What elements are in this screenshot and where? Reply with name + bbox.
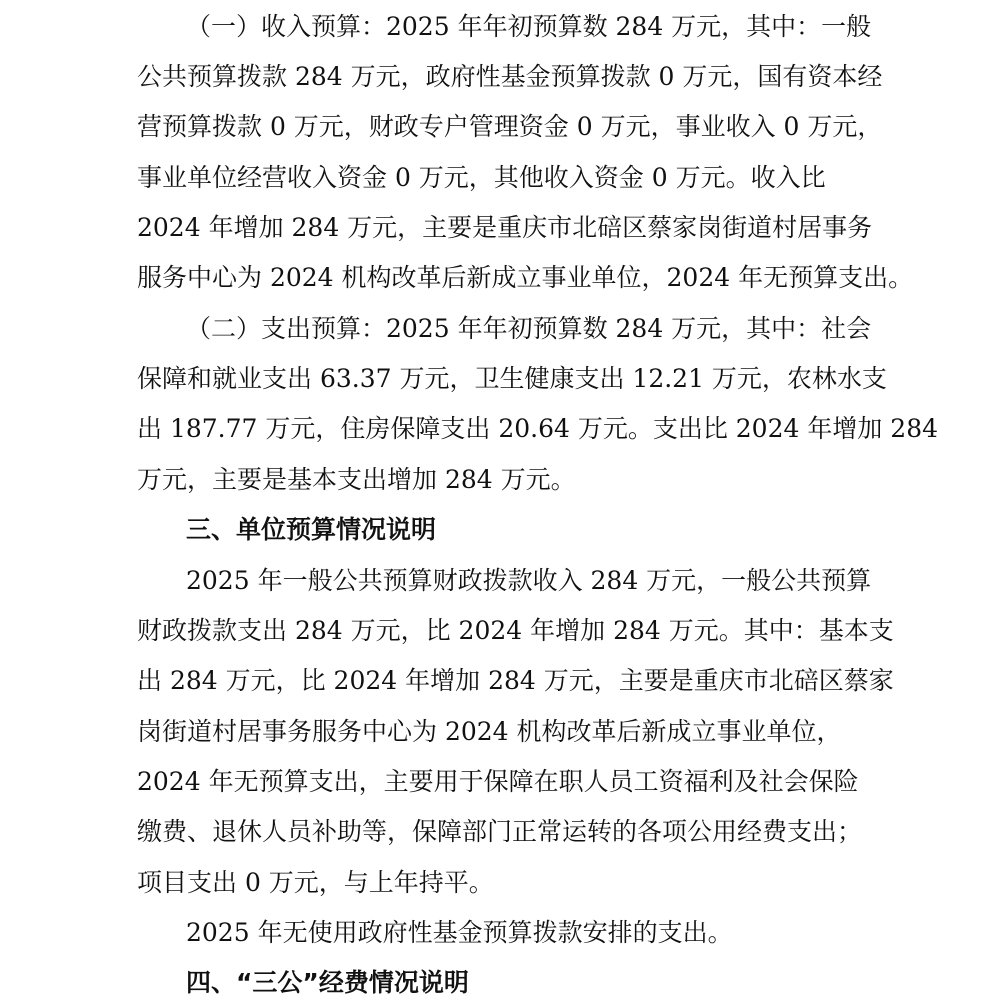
paragraph-unit-budget-line-5: 2024 年无预算支出，主要用于保障在职人员工资福利及社会保险: [137, 767, 859, 796]
paragraph-income-budget-line-1: （一）收入预算：2025 年年初预算数 284 万元，其中：一般: [186, 12, 872, 41]
paragraph-unit-budget-line-3: 出 284 万元，比 2024 年增加 284 万元，主要是重庆市北碚区蔡家: [137, 666, 894, 695]
paragraph-income-budget-line-3: 营预算拨款 0 万元，财政专户管理资金 0 万元，事业收入 0 万元，: [137, 112, 883, 141]
paragraph-income-budget-line-4: 事业单位经营收入资金 0 万元，其他收入资金 0 万元。收入比: [137, 163, 826, 192]
paragraph-unit-budget-line-1: 2025 年一般公共预算财政拨款收入 284 万元，一般公共预算: [186, 566, 872, 595]
paragraph-government-fund: 2025 年无使用政府性基金预算拨款安排的支出。: [186, 918, 733, 947]
paragraph-income-budget-line-6: 服务中心为 2024 机构改革后新成立事业单位，2024 年无预算支出。: [137, 263, 914, 292]
paragraph-expenditure-budget-line-2: 保障和就业支出 63.37 万元，卫生健康支出 12.21 万元，农林水支: [137, 364, 887, 393]
section-heading-three-public-expenses: 四、“三公”经费情况说明: [186, 968, 469, 997]
paragraph-unit-budget-line-7: 项目支出 0 万元，与上年持平。: [137, 868, 494, 897]
paragraph-expenditure-budget-line-3: 出 187.77 万元，住房保障支出 20.64 万元。支出比 2024 年增加 284: [137, 414, 939, 443]
paragraph-expenditure-budget-line-4: 万元，主要是基本支出增加 284 万元。: [137, 465, 576, 494]
paragraph-income-budget-line-2: 公共预算拨款 284 万元，政府性基金预算拨款 0 万元，国有资本经: [137, 62, 883, 91]
paragraph-expenditure-budget-line-1: （二）支出预算：2025 年年初预算数 284 万元，其中：社会: [186, 314, 872, 343]
paragraph-unit-budget-line-4: 岗街道村居事务服务中心为 2024 机构改革后新成立事业单位，: [137, 717, 842, 746]
paragraph-unit-budget-line-6: 缴费、退休人员补助等，保障部门正常运转的各项公用经费支出；: [137, 817, 863, 846]
paragraph-unit-budget-line-2: 财政拨款支出 284 万元，比 2024 年增加 284 万元。其中：基本支: [137, 616, 894, 645]
section-heading-unit-budget: 三、单位预算情况说明: [186, 515, 437, 544]
paragraph-income-budget-line-5: 2024 年增加 284 万元，主要是重庆市北碚区蔡家岗街道村居事务: [137, 213, 873, 242]
